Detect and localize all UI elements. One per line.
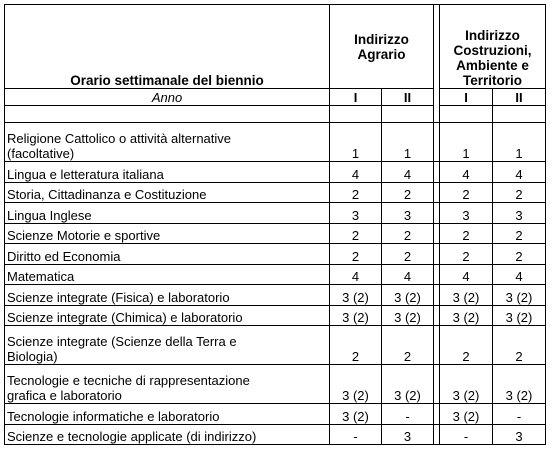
hours-cell: 3 (2) [330, 365, 382, 404]
table-row [5, 182, 546, 203]
hours-cell: 3 [382, 203, 434, 224]
subject-name: Matematica [7, 269, 75, 284]
hours-cell: 1 [382, 123, 434, 162]
hours-cell: 3 [493, 203, 546, 224]
hours-cell: 3 [493, 424, 546, 445]
hours-cell: 2 [330, 182, 382, 203]
hours-cell: 1 [493, 123, 546, 162]
hours-cell: - [440, 424, 493, 445]
hours-cell: 2 [382, 244, 434, 265]
hours-cell: - [330, 424, 382, 445]
table-row [5, 305, 546, 326]
hours-cell: 1 [440, 123, 493, 162]
table-row [5, 326, 546, 365]
header-agrario-line: Agrario [357, 46, 406, 62]
year-header: I [440, 89, 493, 106]
subject-cell [5, 285, 330, 306]
hours-cell: 3 (2) [493, 285, 546, 306]
subject-name: Scienze Motorie e sportive [7, 228, 161, 243]
hours-cell: 4 [330, 162, 382, 183]
subject-name-cont: Biologia) [7, 349, 58, 364]
table-row [5, 162, 546, 183]
header-agrario-line: Indirizzo [354, 31, 409, 47]
subject-cell [5, 305, 330, 326]
hours-cell: 3 (2) [382, 365, 434, 404]
subject-name: Lingua e letteratura italiana [7, 166, 164, 182]
subject-cell [5, 203, 330, 224]
year-header: I [330, 89, 382, 106]
hours-cell: 2 [493, 223, 546, 244]
hours-cell: 2 [382, 182, 434, 203]
header-cat-line: Ambiente e [456, 58, 529, 73]
subject-name: Diritto ed Economia [7, 248, 121, 264]
hours-cell: 2 [330, 244, 382, 265]
anno-label: Anno [5, 89, 330, 106]
table-title: Orario settimanale del biennio [5, 5, 330, 89]
hours-cell: 2 [440, 182, 493, 203]
table-row [5, 223, 546, 244]
hours-cell: 2 [493, 182, 546, 203]
hours-cell: 2 [382, 326, 434, 365]
hours-cell: 3 (2) [330, 285, 382, 306]
subject-cell [5, 326, 330, 365]
subject-name: Scienze e tecnologie applicate (di indirizzo) [7, 429, 257, 444]
subject-name: Storia, Cittadinanza e Costituzione [7, 187, 207, 202]
hours-cell: 3 (2) [330, 404, 382, 425]
header-costruzioni [440, 5, 546, 89]
subject-cell [5, 162, 330, 183]
hours-cell: - [493, 404, 546, 425]
year-row [5, 89, 546, 106]
hours-cell: 2 [440, 326, 493, 365]
hours-cell: 3 (2) [440, 285, 493, 306]
hours-cell: 2 [330, 223, 382, 244]
subject-name: Religione Cattolico o attività alternative [7, 131, 232, 146]
hours-cell: 3 [440, 203, 493, 224]
subject-name-cont: grafica e laboratorio [7, 388, 122, 403]
subject-cell [5, 404, 330, 425]
subject-cell [5, 244, 330, 265]
hours-cell: 3 (2) [330, 305, 382, 326]
hours-cell: 3 (2) [493, 305, 546, 326]
header-cat-line: Indirizzo [465, 28, 520, 43]
hours-cell: 3 (2) [382, 285, 434, 306]
table-row [5, 203, 546, 224]
subject-name: Scienze integrate (Scienze della Terra e [7, 334, 237, 349]
hours-cell: 4 [330, 264, 382, 285]
hours-cell: 2 [493, 244, 546, 265]
table-row [5, 264, 546, 285]
hours-cell: 3 (2) [440, 404, 493, 425]
header-row [5, 5, 546, 89]
subject-cell [5, 223, 330, 244]
subject-name: Tecnologie informatiche e laboratorio [7, 408, 220, 424]
hours-cell: 4 [440, 264, 493, 285]
hours-cell: 3 (2) [493, 365, 546, 404]
subject-cell [5, 365, 330, 404]
subject-name: Tecnologie e tecniche di rappresentazione [7, 373, 250, 388]
hours-cell: 4 [493, 162, 546, 183]
subject-cell [5, 264, 330, 285]
table-row [5, 244, 546, 265]
weekly-schedule-table [4, 4, 546, 445]
subject-name: Scienze integrate (Fisica) e laboratorio [7, 289, 230, 305]
hours-cell: 3 [382, 424, 434, 445]
schedule-body [5, 123, 546, 445]
table-row [5, 404, 546, 425]
subject-name: Lingua Inglese [7, 207, 92, 223]
hours-cell: 4 [493, 264, 546, 285]
table-row [5, 285, 546, 306]
header-cat-line: Costruzioni, [453, 43, 532, 58]
subject-cell [5, 424, 330, 445]
year-header: II [493, 89, 546, 106]
hours-cell: 4 [382, 264, 434, 285]
header-cat-line: Territorio [462, 73, 522, 88]
table-row [5, 424, 546, 445]
subject-cell [5, 123, 330, 162]
hours-cell: 3 [330, 203, 382, 224]
hours-cell: 2 [330, 326, 382, 365]
hours-cell: 3 (2) [382, 305, 434, 326]
year-header: II [382, 89, 434, 106]
hours-cell: 3 (2) [440, 305, 493, 326]
subject-name: Scienze integrate (Chimica) e laboratorio [7, 310, 243, 325]
subject-name-cont: (facoltative) [7, 146, 75, 161]
hours-cell: - [382, 404, 434, 425]
hours-cell: 1 [330, 123, 382, 162]
hours-cell: 3 (2) [440, 365, 493, 404]
hours-cell: 2 [440, 223, 493, 244]
hours-cell: 2 [493, 326, 546, 365]
subject-cell [5, 182, 330, 203]
hours-cell: 4 [382, 162, 434, 183]
hours-cell: 2 [382, 223, 434, 244]
blank-row [5, 106, 546, 123]
hours-cell: 2 [440, 244, 493, 265]
hours-cell: 4 [440, 162, 493, 183]
table-row [5, 365, 546, 404]
header-agrario [330, 5, 434, 89]
table-row [5, 123, 546, 162]
